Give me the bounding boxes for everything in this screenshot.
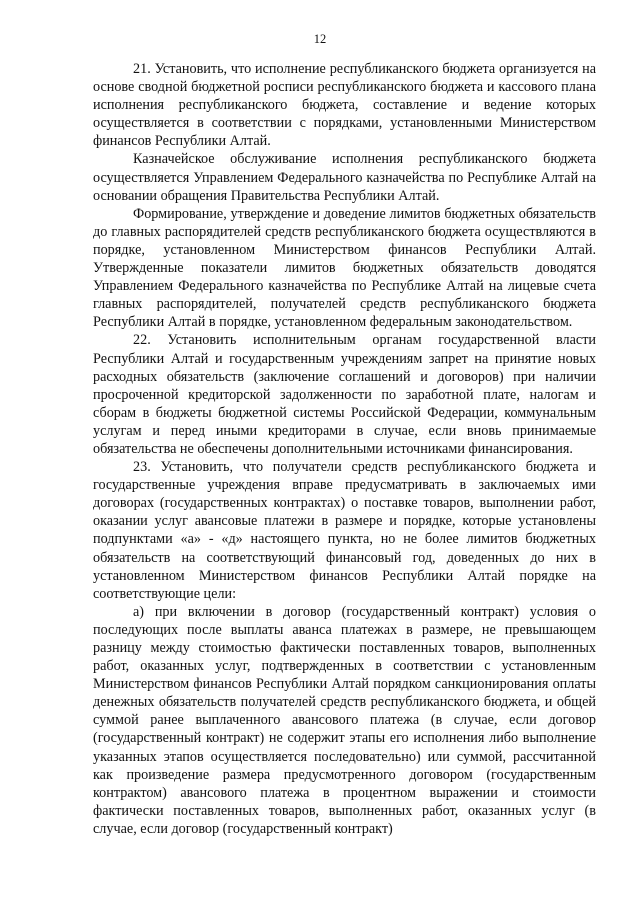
paragraph-23-a: а) при включении в договор (государственный контракт) условия о последующих после выплаты аванса платежах в размере, не превышающем разницу между стоимостью фактически поставленных товаров, выполненных работ, оказанных услуг, подтвержденных в соответствии с установленным Министерством финансов Республики Алтай порядком санкционирования оплаты денежных обязательств получателей средств республиканского бюджета, и общей суммой ранее выплаченного авансового платежа (в случае, если договор (государственный контракт) не содержит этапы его исполнения либо выполнение указанных этапов осуществляется последовательно) или суммой, рассчитанной как произведение размера предусмотренного договором (государственным контрактом) авансового платежа в процентном выражении и стоимости фактически поставленных товаров, выполненных работ, оказанных услуг (в случае, если договор (государственный контракт): [93, 603, 596, 837]
paragraph-22: 22. Установить исполнительным органам государственной власти Республики Алтай и государственным учреждениям запрет на принятие новых расходных обязательств (заключение соглашений и договоров) при наличии просроченной кредиторской задолженности по заработной плате, налогам и сборам в бюджеты бюджетной системы Российской Федерации, коммунальным услугам и перед иными кредиторами в случае, если вновь принимаемые обязательства не обеспечены дополнительными источниками финансирования.: [93, 332, 596, 457]
paragraph-21: 21. Установить, что исполнение республиканского бюджета организуется на основе сводной бюджетной росписи республиканского бюджета и кассового плана исполнения республиканского бюджета, составление и ведение которых осуществляется в соответствии с порядками, установленными Министерством финансов Республики Алтай.: [93, 61, 596, 150]
paragraph-budget-limits: Формирование, утверждение и доведение лимитов бюджетных обязательств до главных распорядителей средств республиканского бюджета осуществляются в порядке, установленном Министерством финансов Республики Алтай. Утвержденные показатели лимитов бюджетных обязательств доводятся Управлением Федерального казначейства по Республике Алтай на лицевые счета главных распорядителей, получателей средств республиканского бюджета Республики Алтай в порядке, установленном федеральным законодательством.: [93, 205, 596, 331]
paragraph-treasury-service: Казначейское обслуживание исполнения республиканского бюджета осуществляется Управлением Федерального казначейства по Республике Алтай на основании обращения Правительства Республики Алтай.: [93, 151, 596, 204]
paragraph-23: 23. Установить, что получатели средств республиканского бюджета и государственные учреждения вправе предусматривать в заключаемых ими договорах (государственных контрактах) о поставке товаров, выполнении работ, оказании услуг авансовые платежи в размере и порядке, которые установлены подпунктами «а» - «д» настоящего пункта, но не более лимитов бюджетных обязательств на соответствующий финансовый год, доведенных до них в установленном Министерством финансов Республики Алтай порядке на соответствующие цели:: [93, 459, 596, 602]
document-body: [93, 60, 596, 838]
page-number: 12: [313, 32, 327, 46]
